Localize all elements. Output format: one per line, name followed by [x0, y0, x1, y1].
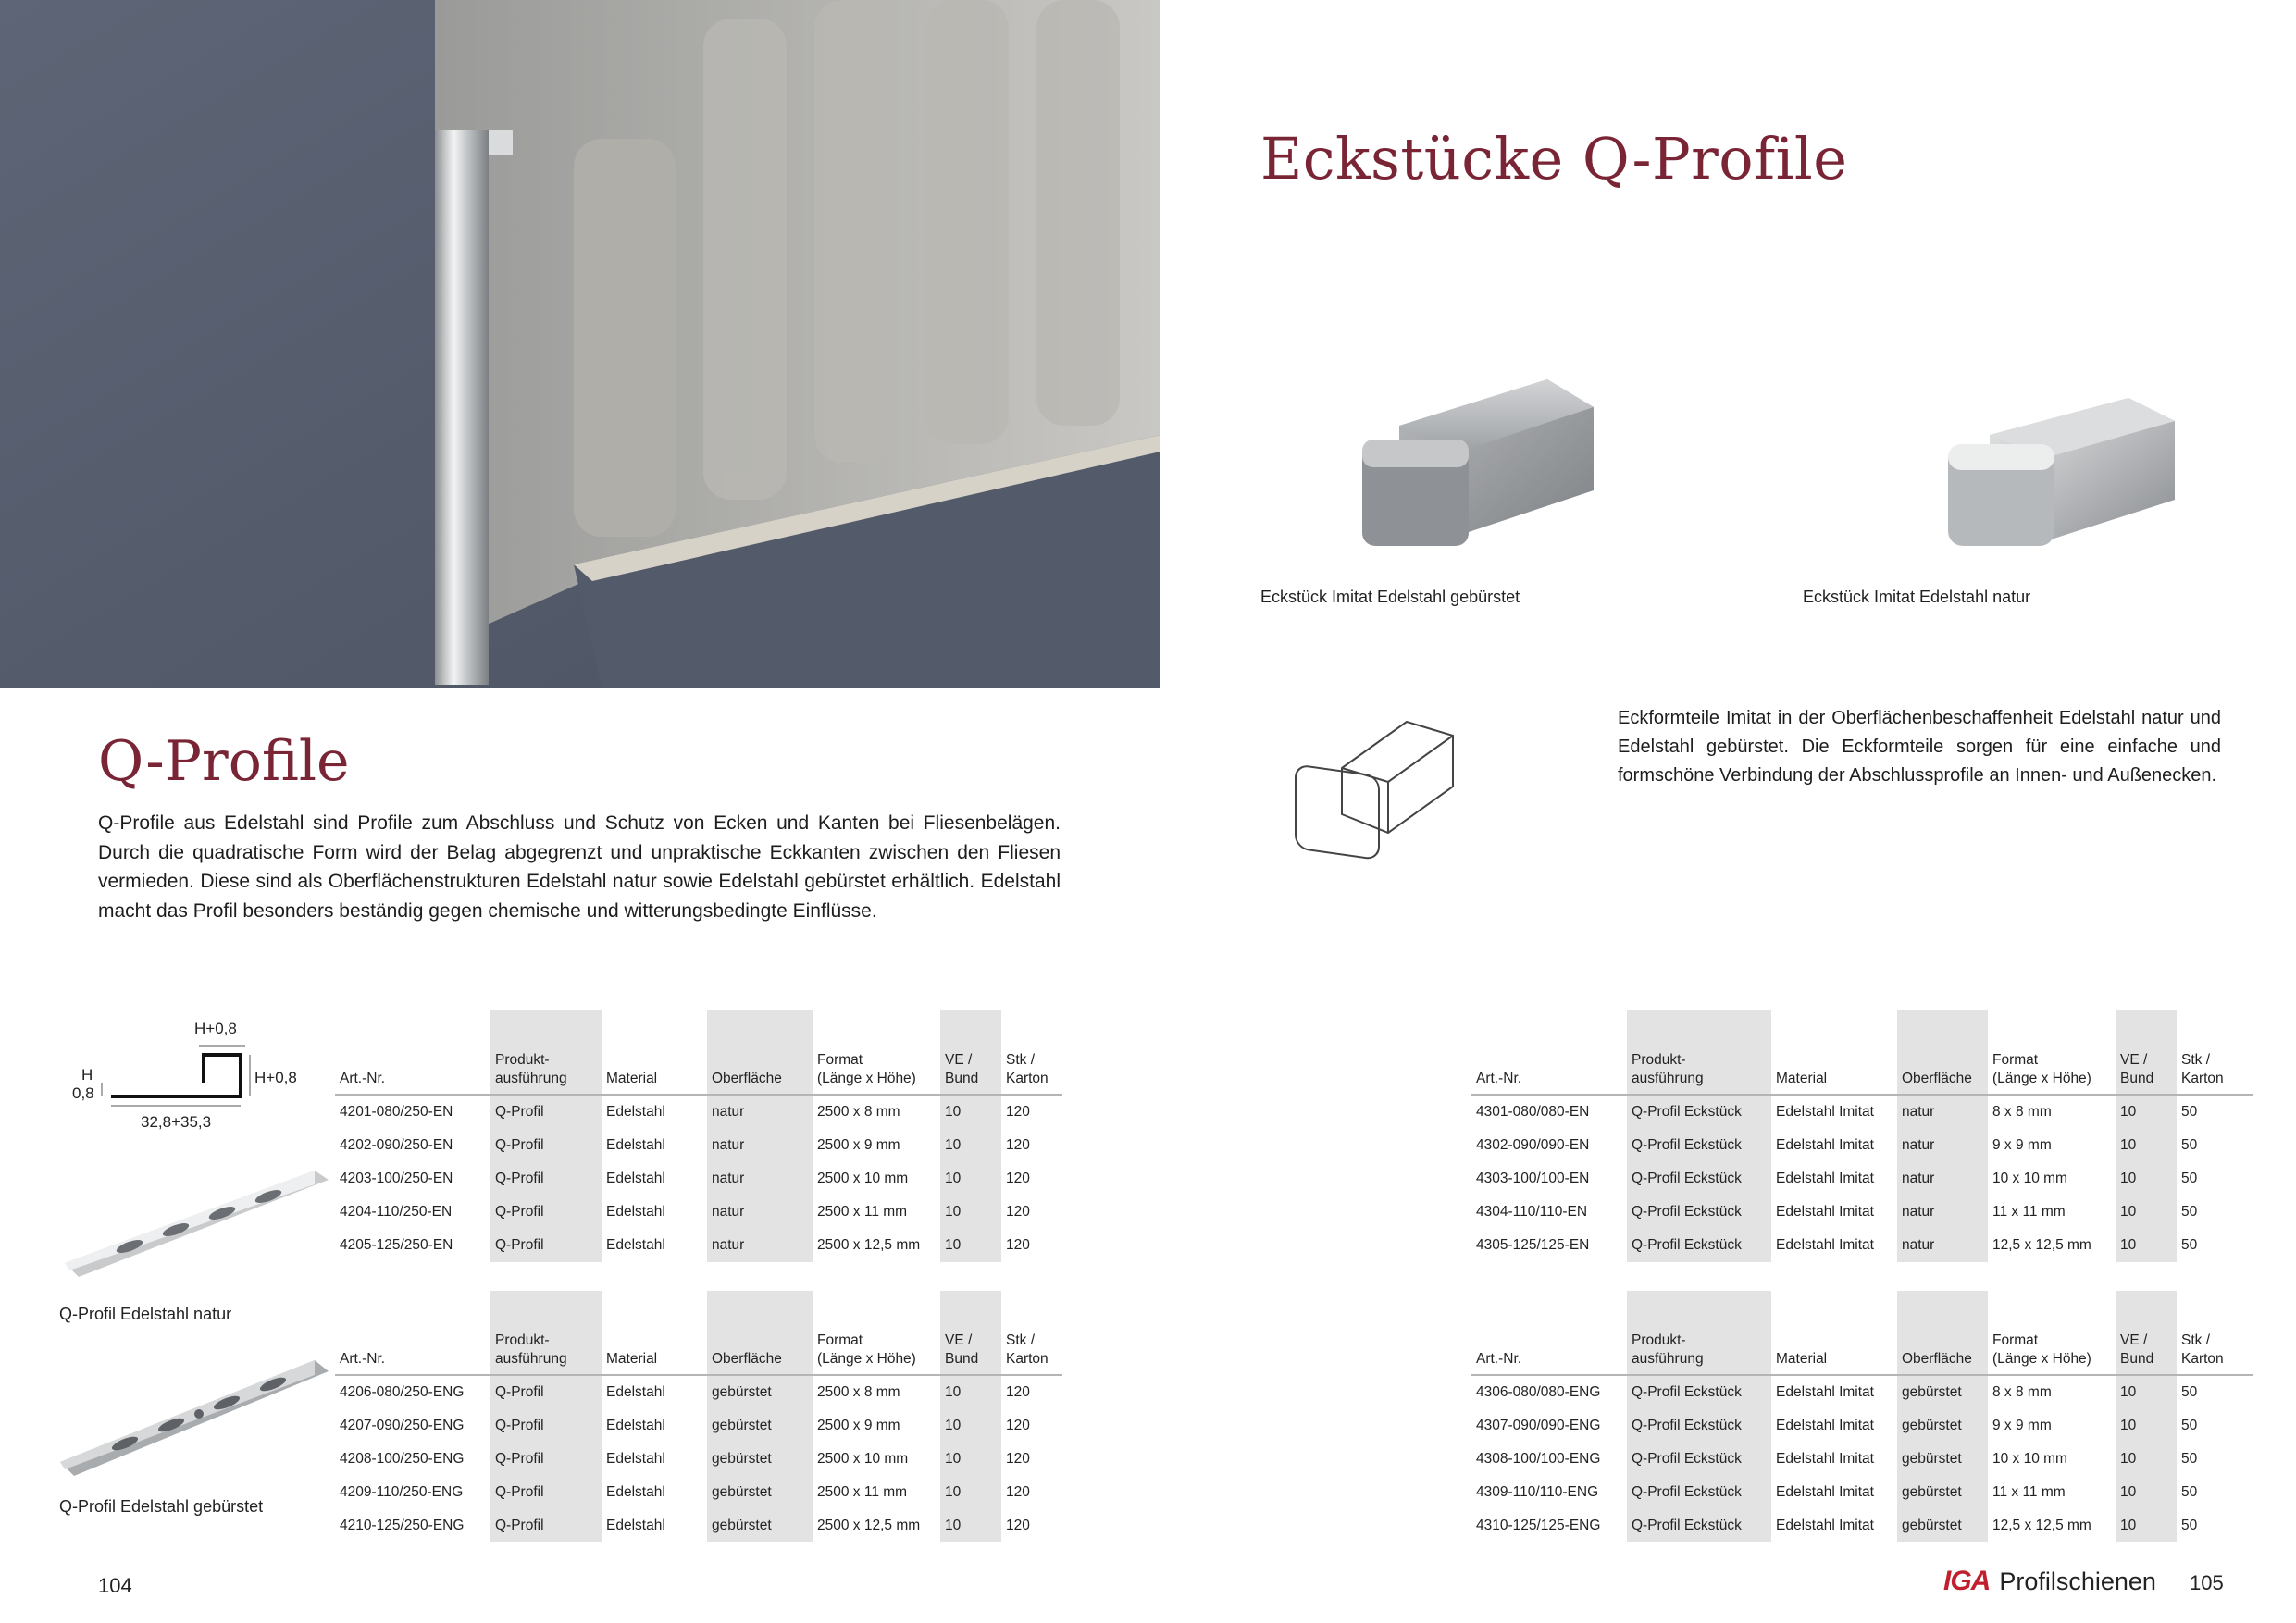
- dim-width: 32,8+35,3: [141, 1113, 212, 1131]
- profile-natur-caption: Q-Profil Edelstahl natur: [59, 1305, 232, 1323]
- cell-surface: gebürstet: [707, 1375, 813, 1409]
- header-art: Art.-Nr.: [335, 1010, 490, 1095]
- cell-stk: 120: [1006, 1451, 1030, 1467]
- table-profile-natur: [335, 1010, 1062, 1262]
- cell-ve: 10: [940, 1129, 1001, 1162]
- cell-surface: natur: [707, 1162, 813, 1196]
- cell-ve: 10: [2116, 1196, 2177, 1229]
- cell-surface: gebürstet: [1897, 1443, 1988, 1476]
- cell-format: 8 x 8 mm: [1992, 1104, 2052, 1120]
- cell-stk: 120: [1006, 1384, 1030, 1400]
- cell-stk: 50: [2181, 1137, 2198, 1153]
- cell-product: Q-Profil Eckstück: [1627, 1476, 1771, 1509]
- cell-ve: 10: [2116, 1509, 2177, 1542]
- dim-h: H: [81, 1066, 93, 1084]
- dim-top: H+0,8: [194, 1020, 237, 1037]
- brand-footer: [1943, 1566, 2156, 1597]
- header-material: Material: [602, 1291, 707, 1375]
- table-row: [335, 1162, 1062, 1196]
- cell-product: Q-Profil Eckstück: [1627, 1095, 1771, 1129]
- header-material: Material: [1771, 1291, 1897, 1375]
- table-row: [335, 1509, 1062, 1542]
- header-format: Format (Länge x Höhe): [1988, 1010, 2116, 1095]
- cell-material: Edelstahl Imitat: [1776, 1171, 1874, 1186]
- table-header-row: [1471, 1291, 2253, 1375]
- table-row: [335, 1196, 1062, 1229]
- cell-surface: natur: [1897, 1129, 1988, 1162]
- corner-description: Eckformteile Imitat in der Oberflächenbeschaffenheit Edelstahl natur und Edelstahl gebürstet. Die Eckformteile sorgen für eine einfache und formschöne Verbindung der Abschlussprofile an Innen- und Außenecken.: [1618, 708, 2221, 786]
- intro-paragraph: Q-Profile aus Edelstahl sind Profile zum Abschluss und Schutz von Ecken und Kanten bei Fliesenbelägen. Durch die quadratische Form wird der Belag abgegrenzt und unpraktische Eckkanten zwischen den Fliesen vermieden. Diese sind als Oberflächenstrukturen Edelstahl natur sowie Edelstahl gebürstet erhältlich. Edelstahl macht das Profil besonders beständig gegen chemische und witterungsbedingte Einflüsse.: [98, 812, 1061, 922]
- cell-stk: 50: [2181, 1484, 2198, 1500]
- header-ve: VE / Bund: [940, 1010, 1001, 1095]
- table-row: [1471, 1162, 2253, 1196]
- brand-name: Profilschienen: [1999, 1567, 2156, 1595]
- table-header-row: [1471, 1010, 2253, 1095]
- cell-ve: 10: [2116, 1229, 2177, 1262]
- cell-art: 4209-110/250-ENG: [340, 1484, 464, 1500]
- header-ve: VE / Bund: [940, 1291, 1001, 1375]
- cell-art: 4306-080/080-ENG: [1476, 1384, 1601, 1400]
- corner-brushed-image: [1260, 352, 1612, 569]
- table-row: [335, 1229, 1062, 1262]
- cell-product: Q-Profil: [490, 1409, 602, 1443]
- header-format: Format (Länge x Höhe): [1988, 1291, 2116, 1375]
- table-row: [335, 1129, 1062, 1162]
- cell-product: Q-Profil: [490, 1443, 602, 1476]
- table-row: [335, 1476, 1062, 1509]
- cell-format: 2500 x 12,5 mm: [817, 1237, 921, 1253]
- cell-surface: gebürstet: [707, 1509, 813, 1542]
- page-number-left: 104: [98, 1574, 132, 1597]
- header-stk: Stk / Karton: [1001, 1291, 1062, 1375]
- header-surface: Oberfläche: [707, 1010, 813, 1095]
- cell-material: Edelstahl: [606, 1384, 665, 1400]
- cell-format: 2500 x 11 mm: [817, 1484, 908, 1500]
- cell-art: 4305-125/125-EN: [1476, 1237, 1590, 1253]
- cell-material: Edelstahl: [606, 1451, 665, 1467]
- cell-product: Q-Profil: [490, 1509, 602, 1542]
- cell-material: Edelstahl Imitat: [1776, 1384, 1874, 1400]
- cell-material: Edelstahl: [606, 1484, 665, 1500]
- cell-material: Edelstahl Imitat: [1776, 1451, 1874, 1467]
- header-surface: Oberfläche: [1897, 1291, 1988, 1375]
- cell-product: Q-Profil: [490, 1229, 602, 1262]
- page-number-right: 105: [2190, 1571, 2224, 1594]
- cell-material: Edelstahl: [606, 1171, 665, 1186]
- cell-format: 2500 x 10 mm: [817, 1171, 909, 1186]
- cell-ve: 10: [940, 1375, 1001, 1409]
- cell-material: Edelstahl: [606, 1518, 665, 1533]
- cell-product: Q-Profil Eckstück: [1627, 1129, 1771, 1162]
- cell-product: Q-Profil: [490, 1196, 602, 1229]
- table-row: [1471, 1129, 2253, 1162]
- header-product: Produkt- ausführung: [1627, 1010, 1771, 1095]
- cell-ve: 10: [940, 1509, 1001, 1542]
- corner-brushed-caption: Eckstück Imitat Edelstahl gebürstet: [1260, 588, 1520, 606]
- cell-stk: 50: [2181, 1237, 2198, 1253]
- cell-art: 4303-100/100-EN: [1476, 1171, 1590, 1186]
- cell-stk: 120: [1006, 1237, 1030, 1253]
- cell-format: 12,5 x 12,5 mm: [1992, 1518, 2091, 1533]
- cell-product: Q-Profil Eckstück: [1627, 1375, 1771, 1409]
- cell-product: Q-Profil Eckstück: [1627, 1229, 1771, 1262]
- cell-ve: 10: [2116, 1375, 2177, 1409]
- cell-art: 4201-080/250-EN: [340, 1104, 453, 1120]
- header-format: Format (Länge x Höhe): [813, 1010, 940, 1095]
- cell-product: Q-Profil: [490, 1129, 602, 1162]
- cell-ve: 10: [2116, 1129, 2177, 1162]
- cell-product: Q-Profil Eckstück: [1627, 1409, 1771, 1443]
- cell-art: 4302-090/090-EN: [1476, 1137, 1590, 1153]
- cell-material: Edelstahl Imitat: [1776, 1518, 1874, 1533]
- header-art: Art.-Nr.: [335, 1291, 490, 1375]
- profile-natur-image: [56, 1161, 333, 1282]
- cell-stk: 120: [1006, 1137, 1030, 1153]
- cell-product: Q-Profil: [490, 1162, 602, 1196]
- cell-format: 2500 x 8 mm: [817, 1384, 900, 1400]
- cell-material: Edelstahl: [606, 1204, 665, 1220]
- table-row: [335, 1095, 1062, 1129]
- cell-format: 2500 x 10 mm: [817, 1451, 909, 1467]
- header-surface: Oberfläche: [707, 1291, 813, 1375]
- cell-ve: 10: [940, 1196, 1001, 1229]
- cell-surface: gebürstet: [1897, 1476, 1988, 1509]
- cell-surface: natur: [1897, 1229, 1988, 1262]
- table-header-row: [335, 1010, 1062, 1095]
- profile-brushed-caption: Q-Profil Edelstahl gebürstet: [59, 1497, 264, 1516]
- cell-ve: 10: [940, 1162, 1001, 1196]
- brand-logo: IGA: [1943, 1566, 1991, 1596]
- cell-stk: 50: [2181, 1384, 2198, 1400]
- cell-art: 4207-090/250-ENG: [340, 1418, 465, 1433]
- header-product: Produkt- ausführung: [490, 1010, 602, 1095]
- cell-art: 4202-090/250-EN: [340, 1137, 453, 1153]
- header-stk: Stk / Karton: [1001, 1010, 1062, 1095]
- header-ve: VE / Bund: [2116, 1010, 2177, 1095]
- cell-stk: 120: [1006, 1171, 1030, 1186]
- cell-surface: natur: [707, 1095, 813, 1129]
- header-format: Format (Länge x Höhe): [813, 1291, 940, 1375]
- header-product: Produkt- ausführung: [490, 1291, 602, 1375]
- section-title-q-profile: Q-Profile: [98, 729, 350, 794]
- cell-art: 4204-110/250-EN: [340, 1204, 453, 1220]
- cell-ve: 10: [940, 1409, 1001, 1443]
- cell-surface: natur: [1897, 1196, 1988, 1229]
- table-header-row: [335, 1291, 1062, 1375]
- page-title: Eckstücke Q-Profile: [1260, 125, 1848, 192]
- cell-ve: 10: [2116, 1409, 2177, 1443]
- header-material: Material: [602, 1010, 707, 1095]
- table-row: [1471, 1476, 2253, 1509]
- cell-format: 8 x 8 mm: [1992, 1384, 2052, 1400]
- cell-stk: 120: [1006, 1204, 1030, 1220]
- cell-art: 4310-125/125-ENG: [1476, 1518, 1601, 1533]
- cell-stk: 50: [2181, 1418, 2198, 1433]
- cell-art: 4203-100/250-EN: [340, 1171, 453, 1186]
- header-material: Material: [1771, 1010, 1897, 1095]
- cell-stk: 50: [2181, 1204, 2198, 1220]
- cell-surface: natur: [1897, 1162, 1988, 1196]
- header-stk: Stk / Karton: [2177, 1291, 2253, 1375]
- cell-art: 4309-110/110-ENG: [1476, 1484, 1599, 1500]
- cell-surface: gebürstet: [707, 1443, 813, 1476]
- cell-format: 9 x 9 mm: [1992, 1137, 2052, 1153]
- cell-material: Edelstahl Imitat: [1776, 1137, 1874, 1153]
- cell-surface: gebürstet: [1897, 1375, 1988, 1409]
- cell-format: 2500 x 12,5 mm: [817, 1518, 921, 1533]
- cell-stk: 120: [1006, 1484, 1030, 1500]
- cell-surface: natur: [707, 1129, 813, 1162]
- cell-art: 4307-090/090-ENG: [1476, 1418, 1601, 1433]
- cell-material: Edelstahl Imitat: [1776, 1484, 1874, 1500]
- cell-surface: gebürstet: [707, 1409, 813, 1443]
- cell-ve: 10: [2116, 1476, 2177, 1509]
- cell-material: Edelstahl Imitat: [1776, 1418, 1874, 1433]
- cell-ve: 10: [940, 1095, 1001, 1129]
- cell-format: 2500 x 11 mm: [817, 1204, 908, 1220]
- table-row: [335, 1409, 1062, 1443]
- table-row: [1471, 1509, 2253, 1542]
- cell-format: 2500 x 9 mm: [817, 1137, 900, 1153]
- cell-ve: 10: [940, 1443, 1001, 1476]
- table-row: [1471, 1409, 2253, 1443]
- cell-ve: 10: [2116, 1162, 2177, 1196]
- cell-stk: 50: [2181, 1104, 2198, 1120]
- cell-material: Edelstahl: [606, 1137, 665, 1153]
- cell-product: Q-Profil: [490, 1375, 602, 1409]
- cell-art: 4205-125/250-EN: [340, 1237, 453, 1253]
- cell-surface: natur: [707, 1196, 813, 1229]
- cell-material: Edelstahl Imitat: [1776, 1104, 1874, 1120]
- table-row: [1471, 1095, 2253, 1129]
- cell-ve: 10: [940, 1229, 1001, 1262]
- header-surface: Oberfläche: [1897, 1010, 1988, 1095]
- table-row: [335, 1375, 1062, 1409]
- cell-art: 4208-100/250-ENG: [340, 1451, 465, 1467]
- cell-format: 11 x 11 mm: [1992, 1484, 2066, 1500]
- cell-stk: 120: [1006, 1518, 1030, 1533]
- table-row: [1471, 1443, 2253, 1476]
- cell-stk: 50: [2181, 1171, 2198, 1186]
- cell-ve: 10: [2116, 1095, 2177, 1129]
- cell-surface: natur: [707, 1229, 813, 1262]
- cell-product: Q-Profil Eckstück: [1627, 1162, 1771, 1196]
- cell-ve: 10: [2116, 1443, 2177, 1476]
- cell-product: Q-Profil: [490, 1476, 602, 1509]
- dim-thickness: 0,8: [72, 1084, 94, 1102]
- cell-product: Q-Profil Eckstück: [1627, 1443, 1771, 1476]
- cell-product: Q-Profil: [490, 1095, 602, 1129]
- cell-product: Q-Profil Eckstück: [1627, 1196, 1771, 1229]
- dim-right: H+0,8: [254, 1069, 297, 1086]
- cell-surface: gebürstet: [707, 1476, 813, 1509]
- cell-format: 2500 x 8 mm: [817, 1104, 900, 1120]
- table-row: [335, 1443, 1062, 1476]
- table-profile-brushed: [335, 1291, 1062, 1542]
- cell-stk: 50: [2181, 1518, 2198, 1533]
- header-art: Art.-Nr.: [1471, 1010, 1627, 1095]
- table-corner-brushed: [1471, 1291, 2253, 1542]
- corner-natur-caption: Eckstück Imitat Edelstahl natur: [1803, 588, 2031, 606]
- cell-art: 4308-100/100-ENG: [1476, 1451, 1601, 1467]
- cell-product: Q-Profil Eckstück: [1627, 1509, 1771, 1542]
- table-corner-natur: [1471, 1010, 2253, 1262]
- cell-format: 9 x 9 mm: [1992, 1418, 2052, 1433]
- header-ve: VE / Bund: [2116, 1291, 2177, 1375]
- corner-line-drawing: [1286, 712, 1471, 861]
- table-row: [1471, 1229, 2253, 1262]
- cell-art: 4210-125/250-ENG: [340, 1518, 465, 1533]
- header-stk: Stk / Karton: [2177, 1010, 2253, 1095]
- cell-stk: 120: [1006, 1104, 1030, 1120]
- profile-cross-section: [65, 1018, 315, 1138]
- table-row: [1471, 1375, 2253, 1409]
- header-product: Produkt- ausführung: [1627, 1291, 1771, 1375]
- cell-material: Edelstahl Imitat: [1776, 1237, 1874, 1253]
- table-row: [1471, 1196, 2253, 1229]
- cell-format: 11 x 11 mm: [1992, 1204, 2066, 1220]
- cell-format: 12,5 x 12,5 mm: [1992, 1237, 2091, 1253]
- cell-material: Edelstahl: [606, 1104, 665, 1120]
- cell-format: 2500 x 9 mm: [817, 1418, 900, 1433]
- cell-art: 4301-080/080-EN: [1476, 1104, 1590, 1120]
- cell-format: 10 x 10 mm: [1992, 1171, 2067, 1186]
- cell-surface: gebürstet: [1897, 1509, 1988, 1542]
- cell-art: 4206-080/250-ENG: [340, 1384, 465, 1400]
- cell-material: Edelstahl Imitat: [1776, 1204, 1874, 1220]
- corner-natur-image: [1879, 370, 2193, 569]
- cell-material: Edelstahl: [606, 1237, 665, 1253]
- hero-photo: [0, 0, 1160, 688]
- cell-surface: natur: [1897, 1095, 1988, 1129]
- cell-surface: gebürstet: [1897, 1409, 1988, 1443]
- cell-material: Edelstahl: [606, 1418, 665, 1433]
- cell-stk: 50: [2181, 1451, 2198, 1467]
- cell-ve: 10: [940, 1476, 1001, 1509]
- cell-art: 4304-110/110-EN: [1476, 1204, 1588, 1220]
- cell-stk: 120: [1006, 1418, 1030, 1433]
- header-art: Art.-Nr.: [1471, 1291, 1627, 1375]
- cell-format: 10 x 10 mm: [1992, 1451, 2067, 1467]
- profile-brushed-image: [56, 1351, 333, 1481]
